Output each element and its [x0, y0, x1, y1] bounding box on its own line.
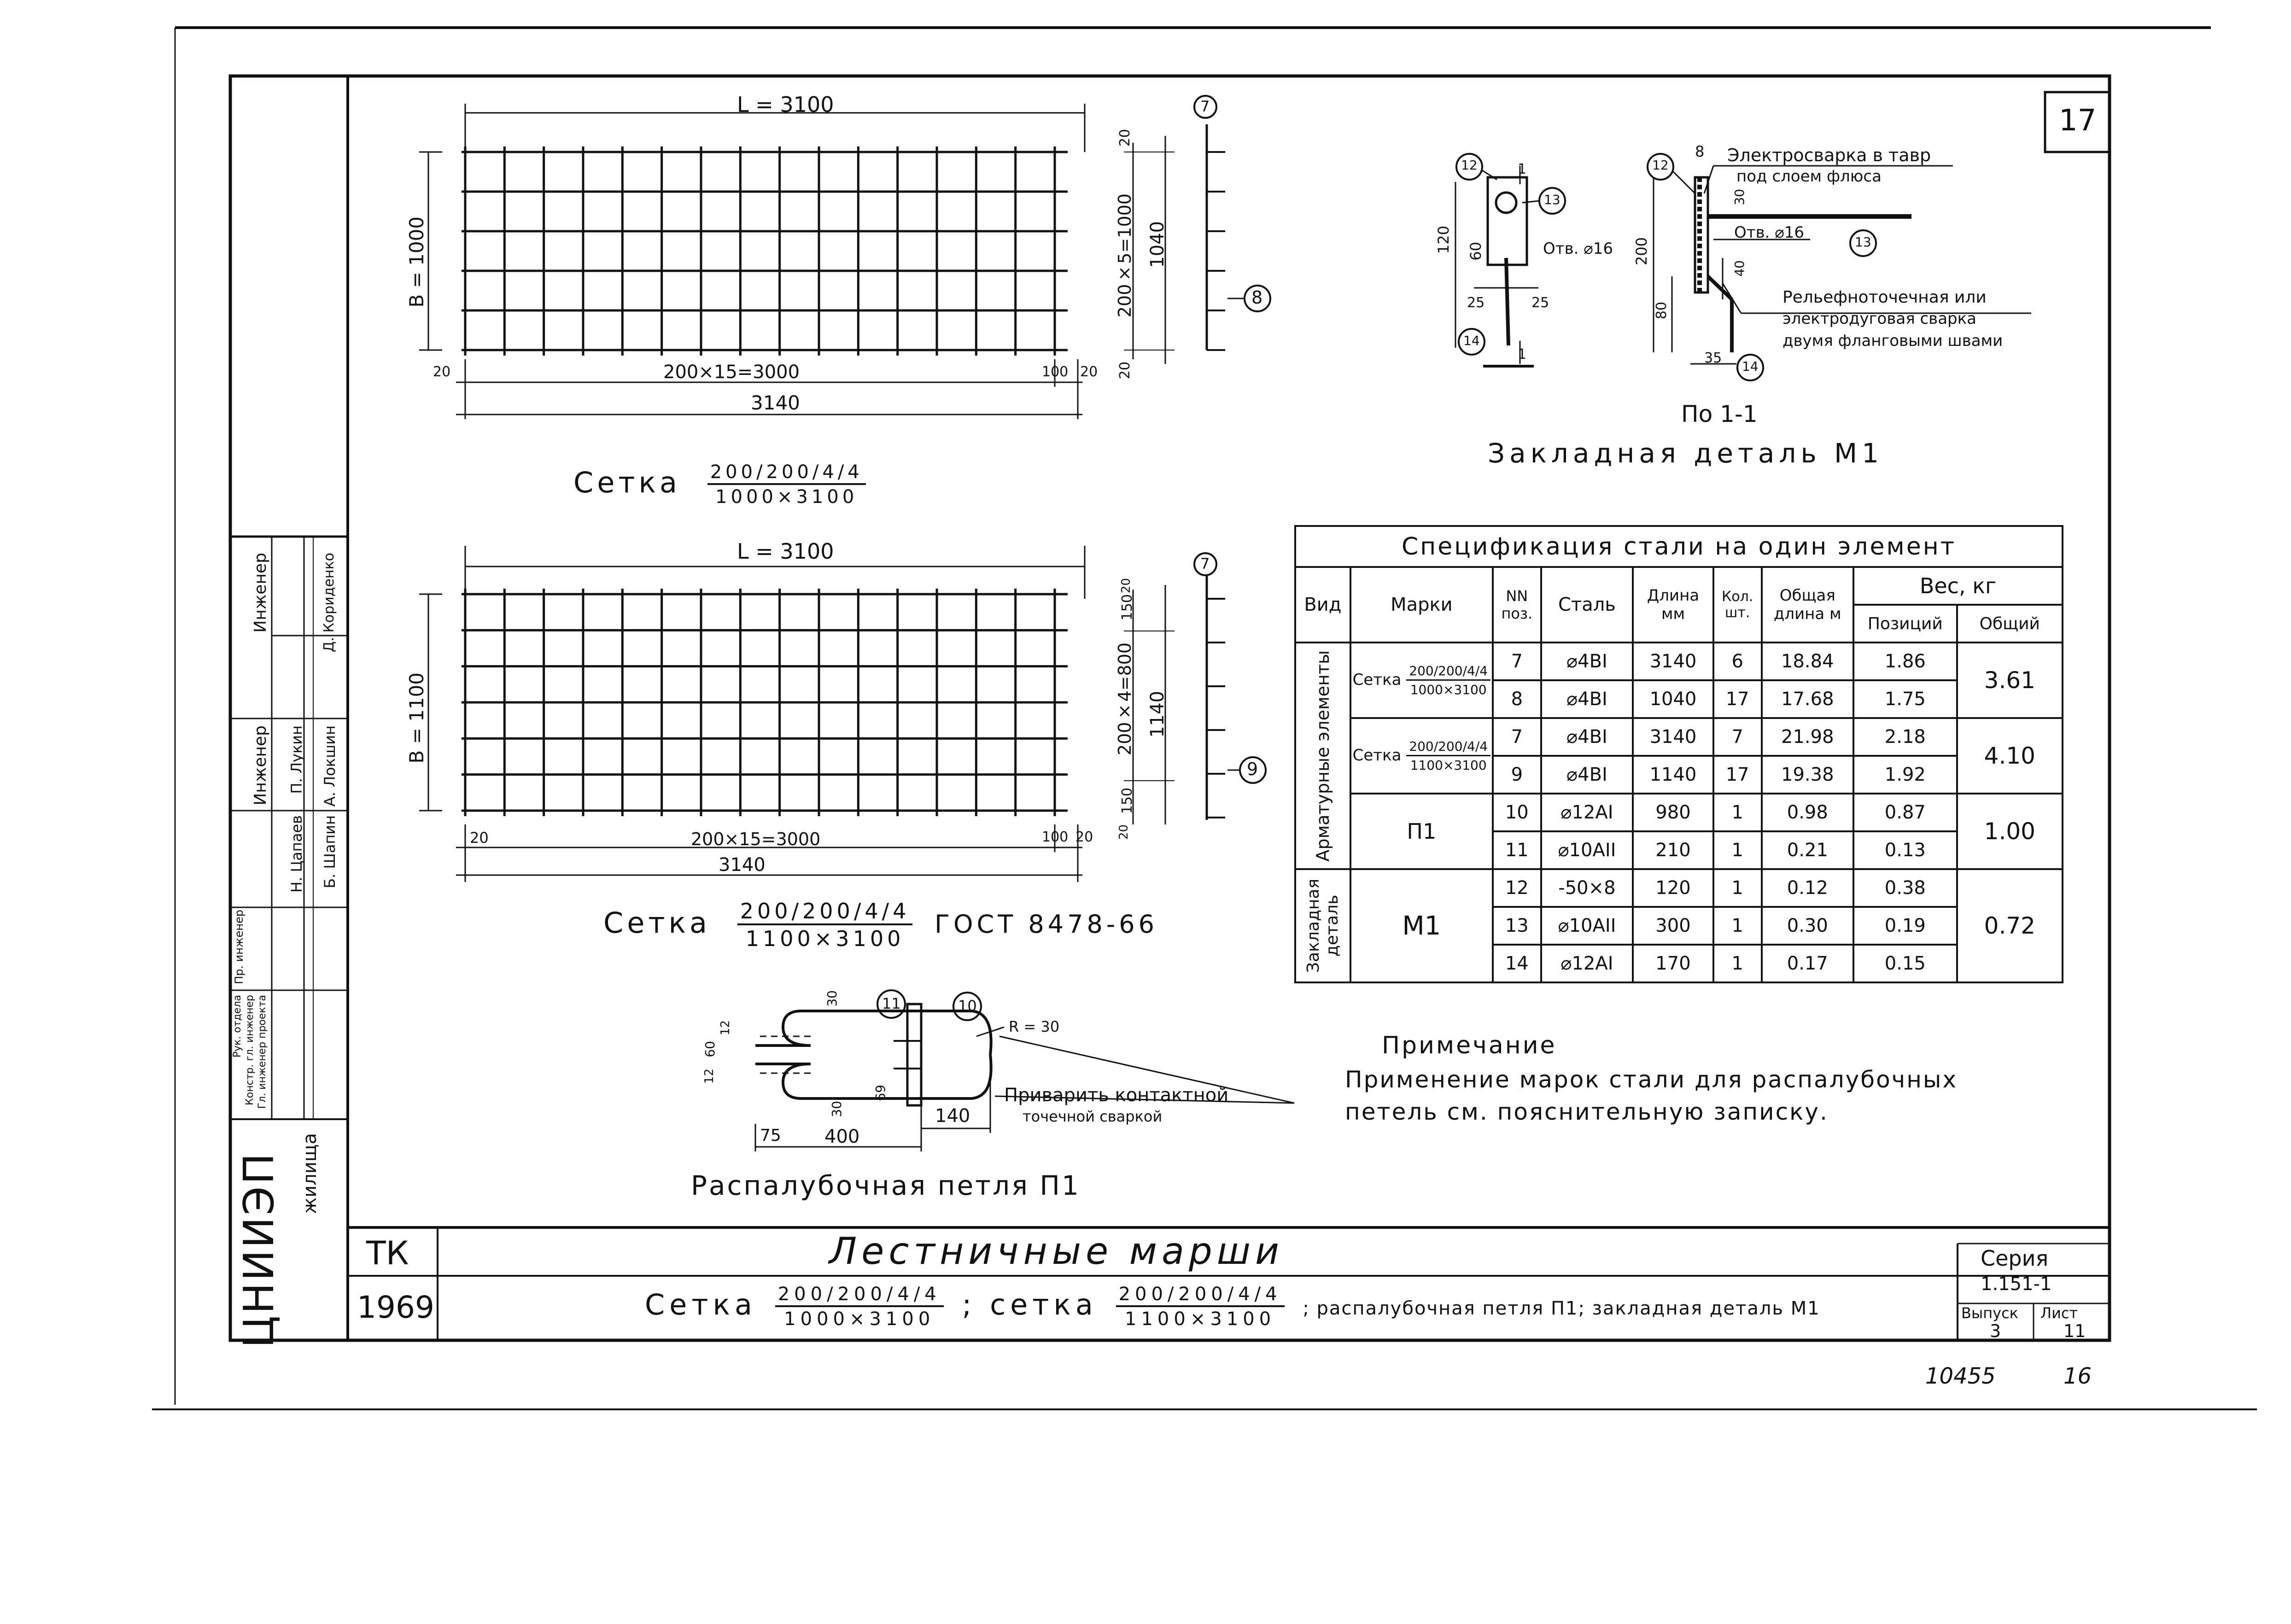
- mesh2-dim-edge-bot: 20: [1117, 824, 1131, 840]
- mesh1-grid: [462, 146, 1068, 356]
- spec-mark-m1-den: 1000×3100: [1410, 682, 1487, 697]
- mesh1-dim-right2: 20: [1080, 364, 1098, 380]
- mesh2-dim-bot: 150: [1119, 788, 1135, 814]
- spec-table: [1294, 525, 2063, 983]
- spec-cell-stal: ⌀12АI: [1541, 945, 1633, 982]
- title-year: 1969: [357, 1290, 434, 1325]
- spec-total-2: 4.10: [1957, 718, 2063, 794]
- title-subtitle-c: ; распалубочная петля П1; закладная деталь М1: [1303, 1298, 1820, 1320]
- spec-cell-obl: 0.98: [1762, 794, 1853, 831]
- embed-dim-35: 35: [1704, 350, 1722, 366]
- spec-cell-vp: 0.15: [1853, 945, 1957, 982]
- title-seria-value: 1.151-1: [1981, 1273, 2052, 1295]
- embed-hole-b: Отв. ⌀16: [1734, 223, 1804, 242]
- spec-cell-poz: 12: [1493, 869, 1541, 907]
- spec-cell-poz: 7: [1493, 643, 1541, 680]
- spec-mark-m1: [1350, 643, 1493, 718]
- spec-cell-kol: 1: [1713, 945, 1762, 982]
- spec-cell-vp: 1.75: [1853, 680, 1957, 718]
- spec-cell-vp: 1.86: [1853, 643, 1957, 680]
- embed-dim-8: 8: [1695, 143, 1705, 160]
- spec-cell-obl: 0.30: [1762, 907, 1853, 945]
- mesh1-caption-label: Сетка: [573, 466, 681, 500]
- spec-cell-obl: 0.17: [1762, 945, 1853, 982]
- spec-cell-kol: 1: [1713, 869, 1762, 907]
- spec-cell-kol: 17: [1713, 680, 1762, 718]
- spec-cell-poz: 8: [1493, 680, 1541, 718]
- spec-group1-label: Арматурные элементы: [1312, 650, 1333, 862]
- spec-cell-dlina: 170: [1633, 945, 1713, 982]
- mesh2-caption: [603, 900, 1158, 949]
- mesh2-dim-right1: 100: [1042, 829, 1069, 845]
- title-vypusk-label: Выпуск: [1961, 1304, 2018, 1322]
- title-tk: ТК: [366, 1234, 409, 1272]
- title-org2: жилища: [299, 1133, 321, 1214]
- spec-cell-stal: -50×8: [1541, 869, 1633, 907]
- spec-mark-m1-embed: М1: [1350, 869, 1493, 982]
- spec-cell-dlina: 980: [1633, 794, 1713, 831]
- title-subtitle-a-den: 1000×3100: [784, 1309, 935, 1330]
- spec-cell-vp: 0.13: [1853, 831, 1957, 869]
- spec-head-ves: Вес, кг: [1853, 567, 2063, 605]
- spec-head-nn: NN поз.: [1493, 567, 1541, 643]
- spec-cell-stal: ⌀4ВI: [1541, 718, 1633, 756]
- mesh1-dim-vert: 200×5=1000: [1115, 193, 1135, 318]
- spec-mark-p1: П1: [1350, 794, 1493, 869]
- title-main: Лестничные марши: [829, 1230, 1284, 1273]
- mesh2-gost: ГОСТ 8478-66: [935, 910, 1158, 939]
- embed-sec-mark-bot: 1: [1518, 346, 1527, 362]
- spec-cell-poz: 7: [1493, 718, 1541, 756]
- loop-dim-75: 75: [760, 1126, 781, 1145]
- spec-mark-m1-num: 200/200/4/4: [1406, 665, 1490, 681]
- spec-cell-dlina: 300: [1633, 907, 1713, 945]
- spec-head-stal: Сталь: [1541, 567, 1633, 643]
- mesh1-dim-B: B = 1000: [405, 216, 428, 308]
- note-title: Примечание: [1382, 1032, 1557, 1059]
- embed-weld-line1: Электросварка в тавр: [1727, 145, 1931, 165]
- spec-cell-obl: 21.98: [1762, 718, 1853, 756]
- mesh2-caption-label: Сетка: [603, 906, 711, 940]
- loop-radius: R = 30: [1009, 1018, 1060, 1035]
- loop-dim-12a: 12: [719, 1020, 732, 1036]
- spec-cell-obl: 0.21: [1762, 831, 1853, 869]
- embed-dim-200: 200: [1633, 237, 1650, 266]
- spec-title: Спецификация стали на один элемент: [1295, 526, 2063, 567]
- spec-total-1: 3.61: [1957, 643, 2063, 718]
- mesh1-dim-vert-total: 1040: [1147, 221, 1168, 268]
- loop-title: Распалубочная петля П1: [691, 1170, 1081, 1201]
- mesh2-dim-left: 20: [470, 829, 489, 847]
- title-subtitle: [645, 1285, 1820, 1328]
- stamp-role-4: Инженер: [251, 725, 270, 806]
- loop-note-line2: точечной сваркой: [1023, 1108, 1163, 1125]
- spec-cell-poz: 14: [1493, 945, 1541, 982]
- spec-cell-vp: 0.19: [1853, 907, 1957, 945]
- stamp-role-3: Пр. инженер: [233, 910, 245, 984]
- spec-cell-dlina: 210: [1633, 831, 1713, 869]
- spec-cell-kol: 6: [1713, 643, 1762, 680]
- spec-head-dlina: Длина мм: [1633, 567, 1713, 643]
- spec-cell-poz: 13: [1493, 907, 1541, 945]
- spec-head-obsh-dlina: Общая длина м: [1762, 567, 1853, 643]
- mesh2-dim-B: B = 1100: [405, 672, 428, 764]
- stamp-role-5: Инженер: [251, 553, 270, 633]
- spec-group2: [1295, 869, 1350, 982]
- title-subtitle-b-num: 200/200/4/4: [1116, 1285, 1285, 1307]
- spec-cell-obl: 18.84: [1762, 643, 1853, 680]
- spec-mark-m2-den: 1100×3100: [1410, 757, 1487, 773]
- title-subtitle-b-den: 1100×3100: [1125, 1309, 1276, 1330]
- spec-cell-kol: 1: [1713, 907, 1762, 945]
- bottom-right-number: 16: [2063, 1363, 2092, 1389]
- spec-cell-dlina: 1140: [1633, 756, 1713, 794]
- mesh2-pos-side: 9: [1247, 759, 1258, 779]
- loop-dim-69: 69: [873, 1085, 888, 1101]
- loop-dim-400: 400: [824, 1126, 860, 1147]
- mesh2-dim-top: 150: [1119, 594, 1135, 621]
- loop-dim-60: 60: [702, 1041, 718, 1057]
- title-subtitle-b: ; сетка: [962, 1288, 1098, 1322]
- spec-cell-poz: 9: [1493, 756, 1541, 794]
- title-org: ЦНИИЭП: [235, 1151, 283, 1348]
- title-list-value: 11: [2063, 1321, 2086, 1341]
- spec-head-marki: Марки: [1350, 567, 1493, 643]
- stamp-role-0: Рук. отдела: [232, 995, 243, 1058]
- stamp-name-3: П. Лукин: [288, 725, 305, 794]
- mesh1-pos-top: 7: [1200, 98, 1210, 115]
- mesh2-side-bars: [1207, 599, 1225, 818]
- loop-dim-140: 140: [935, 1105, 970, 1127]
- spec-cell-vp: 2.18: [1853, 718, 1957, 756]
- embed-pos-12a: 12: [1461, 158, 1478, 173]
- bottom-number: 10455: [1925, 1363, 1996, 1389]
- stamp-name-5: Д. Кориденко: [321, 553, 337, 652]
- embed-dim-120: 120: [1435, 226, 1452, 254]
- embed-dim-80: 80: [1654, 302, 1670, 320]
- embed-relief-line3: двумя фланговыми швами: [1783, 332, 2003, 350]
- mesh1-dim-right1: 100: [1042, 364, 1069, 380]
- embed-sec-mark-top: 1: [1518, 161, 1527, 177]
- title-list-label: Лист: [2040, 1304, 2078, 1322]
- embed-pos-14b: 14: [1742, 359, 1759, 374]
- embed-title: Закладная деталь М1: [1488, 438, 1884, 469]
- embed-dim-60: 60: [1467, 242, 1484, 261]
- loop-note-line1: Приварить контактной: [1004, 1085, 1229, 1106]
- spec-head-obsh: Общий: [1957, 605, 2063, 643]
- spec-head-vid: Вид: [1295, 567, 1350, 643]
- stamp-name-1: Н. Цапаев: [288, 815, 305, 893]
- stamp-name-0: Б. Шапин: [321, 815, 339, 888]
- spec-cell-kol: 1: [1713, 831, 1762, 869]
- mesh2-dim-total: 3140: [719, 854, 766, 876]
- mesh2-dim-right2: 20: [1075, 829, 1093, 845]
- embed-pos-14a: 14: [1463, 333, 1480, 348]
- spec-cell-stal: ⌀4ВI: [1541, 643, 1633, 680]
- mesh2-dim-cells: 200×15=3000: [691, 829, 821, 849]
- mesh1-dim-total: 3140: [751, 391, 800, 414]
- mesh2-dim-vert: 200×4=800: [1115, 643, 1135, 756]
- sheet-number: 17: [2059, 104, 2097, 138]
- spec-cell-stal: ⌀12АI: [1541, 794, 1633, 831]
- title-subtitle-a: Сетка: [645, 1288, 757, 1322]
- spec-cell-dlina: 3140: [1633, 718, 1713, 756]
- loop-pos-a: 11: [882, 995, 901, 1012]
- spec-cell-kol: 17: [1713, 756, 1762, 794]
- embed-dim-40: 40: [1732, 260, 1747, 277]
- title-vypusk-value: 3: [1990, 1321, 2001, 1341]
- spec-cell-poz: 11: [1493, 831, 1541, 869]
- embed-hole-a: Отв. ⌀16: [1543, 240, 1613, 258]
- spec-cell-stal: ⌀4ВI: [1541, 680, 1633, 718]
- mesh1-dim-left: 20: [433, 364, 451, 380]
- mesh1-caption: [573, 463, 866, 506]
- mesh1-frac-den: 1000×3100: [715, 486, 858, 508]
- spec-group2-label: Закладная деталь: [1303, 878, 1342, 973]
- spec-group1: [1295, 643, 1350, 869]
- spec-cell-stal: ⌀4ВI: [1541, 756, 1633, 794]
- embed-pos-13a: 13: [1544, 192, 1560, 207]
- spec-cell-stal: ⌀10АII: [1541, 907, 1633, 945]
- spec-head-kol: Кол. шт.: [1713, 567, 1762, 643]
- spec-cell-obl: 0.12: [1762, 869, 1853, 907]
- mesh1-frac-num: 200/200/4/4: [707, 463, 866, 485]
- spec-mark-m2-text: Сетка: [1352, 746, 1402, 765]
- spec-mark-m2-num: 200/200/4/4: [1406, 740, 1490, 756]
- embed-dim-30: 30: [1732, 189, 1747, 205]
- spec-cell-obl: 19.38: [1762, 756, 1853, 794]
- mesh1-pos-side: 8: [1251, 287, 1263, 308]
- spec-cell-poz: 10: [1493, 794, 1541, 831]
- spec-head-poz: Позиций: [1853, 605, 1957, 643]
- spec-total-3: 1.00: [1957, 794, 2063, 869]
- mesh2-frac-den: 1100×3100: [745, 926, 905, 951]
- embed-section: По 1-1: [1681, 401, 1758, 427]
- stamp-name-2: А. Локшин: [321, 725, 339, 807]
- mesh1-dim-cells: 200×15=3000: [663, 362, 800, 383]
- spec-mark-m2: [1350, 718, 1493, 794]
- loop-dim-30b: 30: [829, 1101, 844, 1117]
- spec-cell-kol: 1: [1713, 794, 1762, 831]
- spec-cell-vp: 1.92: [1853, 756, 1957, 794]
- embed-dim-25a: 25: [1467, 295, 1485, 311]
- spec-cell-dlina: 3140: [1633, 643, 1713, 680]
- spec-cell-vp: 0.87: [1853, 794, 1957, 831]
- title-seria-label: Серия: [1981, 1246, 2049, 1271]
- mesh1-dim-bot: 20: [1117, 362, 1133, 380]
- spec-mark-m1-text: Сетка: [1352, 670, 1402, 689]
- title-subtitle-a-num: 200/200/4/4: [775, 1285, 944, 1307]
- loop-dim-12b: 12: [702, 1069, 716, 1084]
- stamp-role-2: Гл. инженер проекта: [257, 995, 268, 1109]
- embed-pos-12b: 12: [1652, 158, 1669, 173]
- spec-total-4: 0.72: [1957, 869, 2063, 982]
- mesh1-dim-top: 20: [1117, 129, 1133, 147]
- loop-dim-30a: 30: [824, 990, 840, 1007]
- spec-cell-dlina: 1040: [1633, 680, 1713, 718]
- mesh2-dim-edge-top: 20: [1119, 578, 1133, 594]
- spec-cell-dlina: 120: [1633, 869, 1713, 907]
- mesh2-pos-top: 7: [1200, 555, 1210, 572]
- mesh1-side-bars: [1207, 152, 1225, 350]
- spec-cell-stal: ⌀10АII: [1541, 831, 1633, 869]
- stamp-role-1: Констр. гл. инженер: [244, 995, 256, 1105]
- mesh2-grid: [462, 589, 1068, 816]
- spec-cell-obl: 17.68: [1762, 680, 1853, 718]
- loop-pos-b: 10: [958, 997, 977, 1015]
- note-line1: Применение марок стали для распалубочных: [1345, 1066, 1958, 1093]
- spec-cell-vp: 0.38: [1853, 869, 1957, 907]
- embed-pos-13b: 13: [1855, 234, 1871, 250]
- embed-weld-line2: под слоем флюса: [1736, 167, 1882, 186]
- embed-dim-25b: 25: [1531, 295, 1549, 311]
- mesh2-dim-L: L = 3100: [737, 539, 834, 564]
- embed-relief-line1: Рельефноточечная или: [1783, 288, 1987, 307]
- spec-cell-kol: 7: [1713, 718, 1762, 756]
- mesh2-dim-vert-total: 1140: [1147, 691, 1168, 738]
- note-line2: петель см. пояснительную записку.: [1345, 1098, 1829, 1125]
- mesh1-dim-L: L = 3100: [737, 92, 834, 117]
- embed-relief-line2: электродуговая сварка: [1783, 310, 1976, 328]
- mesh2-frac-num: 200/200/4/4: [737, 900, 913, 925]
